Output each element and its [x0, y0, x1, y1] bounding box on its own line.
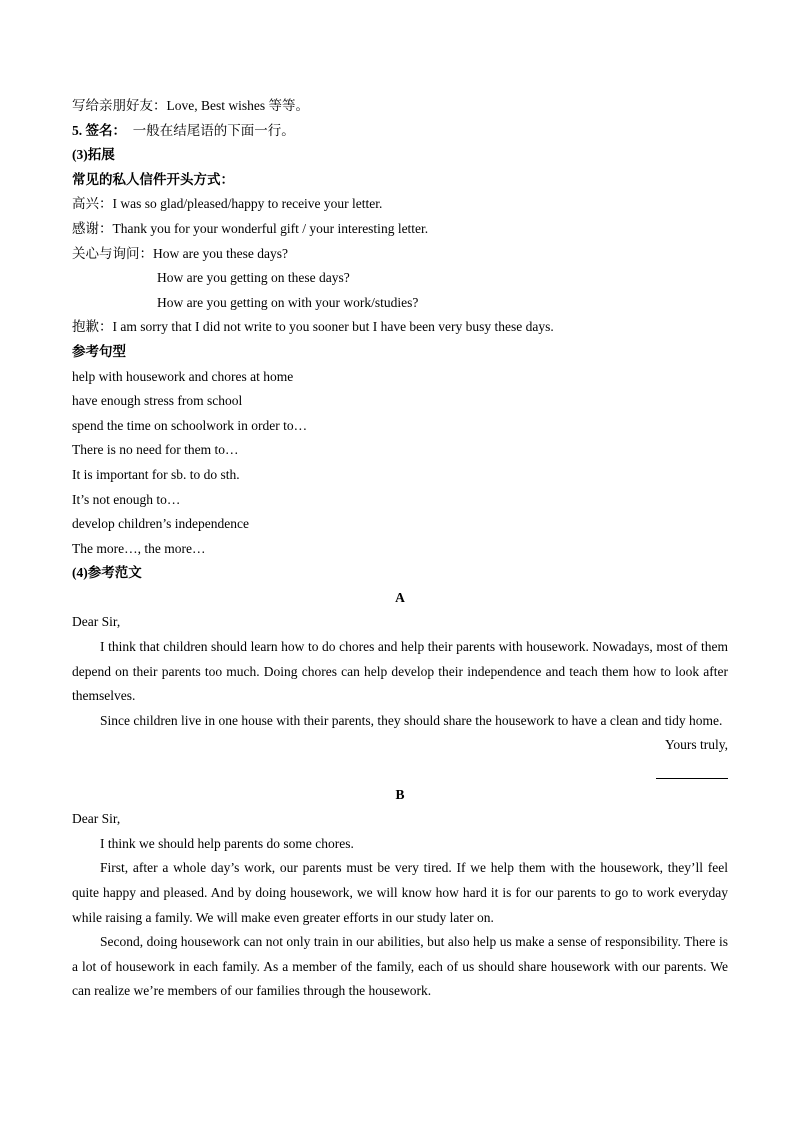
pattern-item: develop children’s independence [72, 516, 249, 532]
section-expansion-heading: (3)拓展 [72, 147, 115, 163]
essay-b-paragraph-1: I think we should help parents do some chores. [100, 835, 354, 851]
sentence-patterns-heading: 参考句型 [72, 343, 126, 359]
essay-b-heading: B [395, 786, 405, 802]
signature-rule [72, 119, 728, 144]
essay-b-greeting: Dear Sir, [72, 811, 121, 827]
opening-apology: 抱歉：I am sorry that I did not write to you sooner but I have been very busy these days. [72, 319, 554, 335]
essay-a-paragraph-2: Since children live in one house with their parents, they should share the housework to have a clean and tidy home. [100, 712, 723, 728]
pattern-item: The more…, the more… [72, 540, 206, 556]
signature-heading: 5. 签名： [72, 122, 126, 138]
opening-glad: 高兴：I was so glad/pleased/happy to receive your letter. [72, 196, 383, 212]
essay-a-greeting: Dear Sir, [72, 614, 121, 630]
opening-methods-heading: 常见的私人信件开头方式： [72, 171, 234, 187]
essay-b-paragraph-2: First, after a whole day’s work, our parents must be very tired. If we help them with the housework, they’ll feel quite happy and pleased. And by doing housework, we will know how hard it is for our parents to go to work everyday while raising a family. We will make even greater efforts in our study later on. [72, 860, 728, 925]
document-page [72, 94, 728, 1004]
letter-closing-note: 写给亲朋好友：Love, Best wishes 等等。 [72, 98, 309, 113]
signature-line [656, 778, 728, 779]
opening-concern: 关心与询问：How are you these days? [72, 245, 288, 261]
opening-concern-2: How are you getting on these days? [157, 270, 350, 286]
pattern-item: have enough stress from school [72, 393, 243, 409]
signature-rule-text: 一般在结尾语的下面一行。 [132, 122, 295, 138]
pattern-item: spend the time on schoolwork in order to… [72, 417, 308, 433]
opening-concern-3: How are you getting on with your work/studies? [157, 294, 419, 310]
pattern-item: It’s not enough to… [72, 491, 181, 507]
essay-a-heading: A [395, 589, 405, 605]
essay-a-closing: Yours truly, [664, 737, 728, 753]
pattern-item: help with housework and chores at home [72, 368, 294, 384]
sample-essays-heading: (4)参考范文 [72, 565, 142, 581]
essay-a-signature-blank [72, 758, 728, 783]
pattern-item: It is important for sb. to do sth. [72, 466, 240, 482]
essay-b-paragraph-3: Second, doing housework can not only train in our abilities, but also help us make a sense of responsibility. There is a lot of housework in each family. As a member of the family, each of us should share housework with our parents. We can realize we’re members of our families through the housework. [72, 934, 728, 999]
pattern-item: There is no need for them to… [72, 442, 239, 458]
essay-a-paragraph-1: I think that children should learn how to do chores and help their parents with housework. Nowadays, most of them depend on their parents too much. Doing chores can help develop their independence and teach them how to look after themselves. [72, 639, 728, 704]
opening-thanks: 感谢：Thank you for your wonderful gift / your interesting letter. [72, 220, 429, 236]
